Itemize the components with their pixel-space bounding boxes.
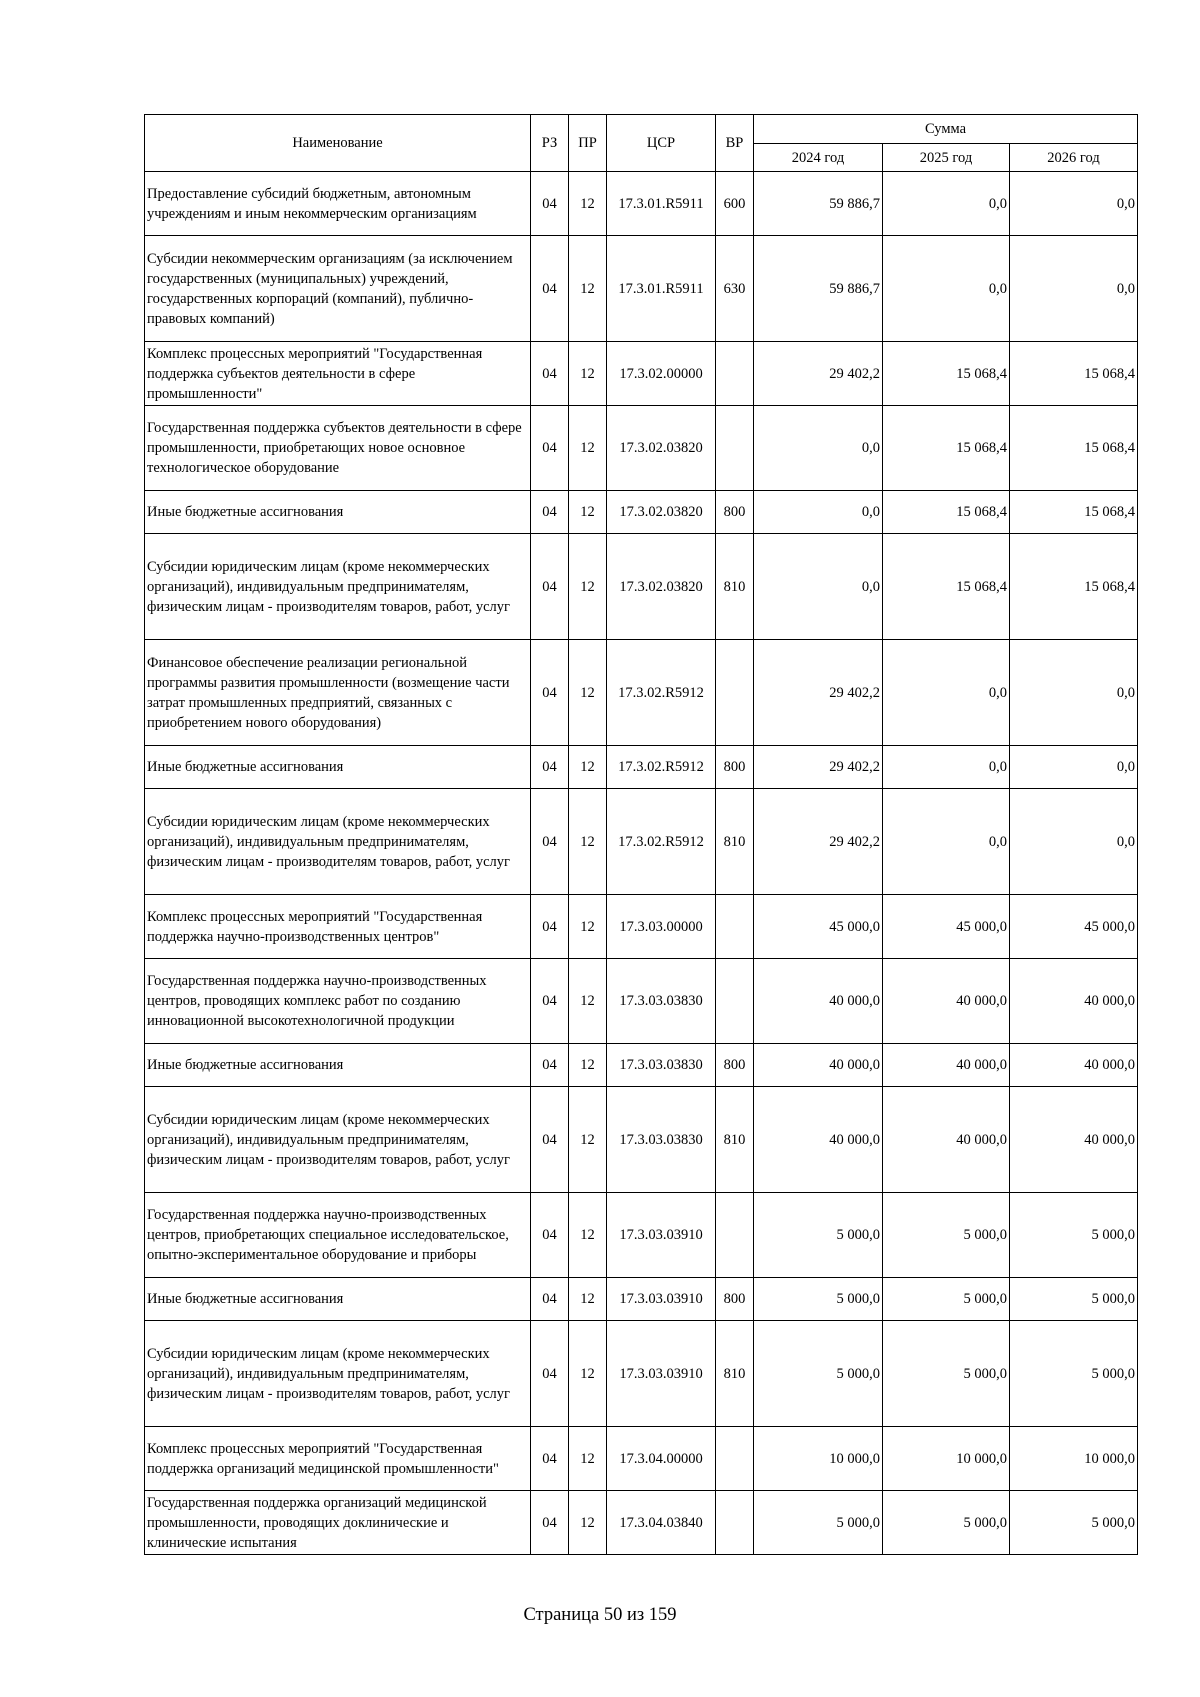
row-vr (716, 1193, 754, 1278)
row-sum-2025: 40 000,0 (883, 959, 1010, 1044)
row-csr: 17.3.03.03830 (607, 1087, 716, 1193)
row-csr: 17.3.03.00000 (607, 895, 716, 959)
row-sum-2024: 59 886,7 (754, 236, 883, 342)
header-pr: ПР (569, 115, 607, 172)
row-vr: 800 (716, 491, 754, 534)
row-sum-2025: 0,0 (883, 640, 1010, 746)
row-csr: 17.3.02.R5912 (607, 640, 716, 746)
row-sum-2024: 40 000,0 (754, 1087, 883, 1193)
row-rz: 04 (531, 491, 569, 534)
row-vr: 630 (716, 236, 754, 342)
row-sum-2024: 29 402,2 (754, 342, 883, 406)
row-vr (716, 1491, 754, 1555)
row-csr: 17.3.01.R5911 (607, 172, 716, 236)
row-sum-2026: 10 000,0 (1010, 1427, 1138, 1491)
table-row (145, 1044, 1138, 1087)
row-sum-2024: 0,0 (754, 534, 883, 640)
row-rz: 04 (531, 1044, 569, 1087)
row-sum-2026: 0,0 (1010, 746, 1138, 789)
row-rz: 04 (531, 534, 569, 640)
row-sum-2025: 5 000,0 (883, 1193, 1010, 1278)
row-csr: 17.3.03.03910 (607, 1193, 716, 1278)
row-pr: 12 (569, 342, 607, 406)
page-number: Страница 50 из 159 (523, 1605, 677, 1625)
row-sum-2026: 15 068,4 (1010, 406, 1138, 491)
row-csr: 17.3.02.R5912 (607, 746, 716, 789)
table-row (145, 1193, 1138, 1278)
row-sum-2025: 5 000,0 (883, 1278, 1010, 1321)
row-name: Субсидии юридическим лицам (кроме некоммерческих организаций), индивидуальным предпринимателям, физическим лицам - производителям товаров, работ, услуг (145, 534, 531, 640)
row-rz: 04 (531, 342, 569, 406)
row-name: Государственная поддержка субъектов деятельности в сфере промышленности, приобретающих новое основное технологическое оборудование (145, 406, 531, 491)
row-csr: 17.3.02.03820 (607, 406, 716, 491)
row-sum-2026: 15 068,4 (1010, 342, 1138, 406)
header-sum: Сумма (754, 115, 1138, 144)
row-sum-2026: 0,0 (1010, 236, 1138, 342)
row-rz: 04 (531, 172, 569, 236)
row-sum-2026: 0,0 (1010, 172, 1138, 236)
row-sum-2024: 29 402,2 (754, 789, 883, 895)
header-rz: РЗ (531, 115, 569, 172)
row-sum-2024: 45 000,0 (754, 895, 883, 959)
table-row (145, 1321, 1138, 1427)
row-name: Комплекс процессных мероприятий "Государственная поддержка научно-производственных центров" (145, 895, 531, 959)
row-vr: 810 (716, 1087, 754, 1193)
row-sum-2025: 15 068,4 (883, 491, 1010, 534)
row-vr: 800 (716, 746, 754, 789)
table-row (145, 789, 1138, 895)
row-name: Иные бюджетные ассигнования (145, 1044, 531, 1087)
row-pr: 12 (569, 406, 607, 491)
row-name: Субсидии юридическим лицам (кроме некоммерческих организаций), индивидуальным предпринимателям, физическим лицам - производителям товаров, работ, услуг (145, 1321, 531, 1427)
row-vr: 600 (716, 172, 754, 236)
table-row (145, 959, 1138, 1044)
row-sum-2024: 5 000,0 (754, 1321, 883, 1427)
table-row (145, 534, 1138, 640)
row-pr: 12 (569, 640, 607, 746)
row-rz: 04 (531, 1491, 569, 1555)
row-sum-2025: 0,0 (883, 172, 1010, 236)
row-csr: 17.3.03.03910 (607, 1278, 716, 1321)
row-sum-2026: 15 068,4 (1010, 534, 1138, 640)
row-sum-2026: 0,0 (1010, 640, 1138, 746)
row-name: Государственная поддержка организаций медицинской промышленности, проводящих доклинические и клинические испытания (145, 1491, 531, 1555)
row-name: Финансовое обеспечение реализации региональной программы развития промышленности (возмещение части затрат промышленных предприятий, связанных с приобретением нового оборудования) (145, 640, 531, 746)
row-name: Государственная поддержка научно-производственных центров, приобретающих специальное исследовательское, опытно-экспериментальное оборудование и приборы (145, 1193, 531, 1278)
row-name: Комплекс процессных мероприятий "Государственная поддержка субъектов деятельности в сфере промышленности" (145, 342, 531, 406)
row-name: Иные бюджетные ассигнования (145, 746, 531, 789)
row-sum-2026: 40 000,0 (1010, 1087, 1138, 1193)
row-csr: 17.3.02.03820 (607, 534, 716, 640)
table-row (145, 1491, 1138, 1555)
row-vr: 810 (716, 789, 754, 895)
row-sum-2025: 45 000,0 (883, 895, 1010, 959)
row-rz: 04 (531, 1087, 569, 1193)
row-sum-2025: 5 000,0 (883, 1321, 1010, 1427)
row-sum-2024: 59 886,7 (754, 172, 883, 236)
row-name: Субсидии некоммерческим организациям (за исключением государственных (муниципальных) учреждений, государственных корпораций (компаний), публично-правовых компаний) (145, 236, 531, 342)
row-sum-2026: 5 000,0 (1010, 1278, 1138, 1321)
table-row (145, 491, 1138, 534)
header-csr: ЦСР (607, 115, 716, 172)
row-name: Иные бюджетные ассигнования (145, 491, 531, 534)
row-sum-2024: 5 000,0 (754, 1193, 883, 1278)
header-year-2024: 2024 год (754, 144, 883, 172)
row-vr: 810 (716, 534, 754, 640)
row-sum-2025: 40 000,0 (883, 1044, 1010, 1087)
row-sum-2026: 40 000,0 (1010, 959, 1138, 1044)
table-row (145, 1087, 1138, 1193)
table-row (145, 342, 1138, 406)
table-row (145, 406, 1138, 491)
row-pr: 12 (569, 1321, 607, 1427)
row-pr: 12 (569, 895, 607, 959)
row-sum-2024: 0,0 (754, 491, 883, 534)
row-sum-2026: 15 068,4 (1010, 491, 1138, 534)
row-pr: 12 (569, 1278, 607, 1321)
row-sum-2025: 0,0 (883, 746, 1010, 789)
row-sum-2025: 40 000,0 (883, 1087, 1010, 1193)
row-csr: 17.3.03.03830 (607, 959, 716, 1044)
header-name: Наименование (145, 115, 531, 172)
row-csr: 17.3.02.03820 (607, 491, 716, 534)
table-row (145, 746, 1138, 789)
row-sum-2024: 5 000,0 (754, 1491, 883, 1555)
row-pr: 12 (569, 1087, 607, 1193)
row-pr: 12 (569, 491, 607, 534)
budget-table (144, 114, 1138, 1555)
row-rz: 04 (531, 959, 569, 1044)
row-sum-2025: 0,0 (883, 236, 1010, 342)
row-sum-2026: 5 000,0 (1010, 1193, 1138, 1278)
row-csr: 17.3.03.03830 (607, 1044, 716, 1087)
table-row (145, 172, 1138, 236)
row-sum-2026: 45 000,0 (1010, 895, 1138, 959)
row-pr: 12 (569, 172, 607, 236)
row-vr (716, 640, 754, 746)
row-sum-2024: 40 000,0 (754, 1044, 883, 1087)
row-name: Комплекс процессных мероприятий "Государственная поддержка организаций медицинской промышленности" (145, 1427, 531, 1491)
row-rz: 04 (531, 640, 569, 746)
row-rz: 04 (531, 1427, 569, 1491)
row-name: Государственная поддержка научно-производственных центров, проводящих комплекс работ по созданию инновационной высокотехнологичной продукции (145, 959, 531, 1044)
row-sum-2024: 5 000,0 (754, 1278, 883, 1321)
row-pr: 12 (569, 959, 607, 1044)
row-sum-2025: 10 000,0 (883, 1427, 1010, 1491)
row-vr: 800 (716, 1044, 754, 1087)
table-row (145, 640, 1138, 746)
row-sum-2025: 0,0 (883, 789, 1010, 895)
row-csr: 17.3.04.00000 (607, 1427, 716, 1491)
row-pr: 12 (569, 1491, 607, 1555)
row-sum-2024: 29 402,2 (754, 746, 883, 789)
row-pr: 12 (569, 746, 607, 789)
row-sum-2026: 5 000,0 (1010, 1321, 1138, 1427)
table-body (145, 172, 1138, 1555)
row-sum-2026: 0,0 (1010, 789, 1138, 895)
row-sum-2025: 15 068,4 (883, 534, 1010, 640)
row-pr: 12 (569, 1193, 607, 1278)
row-rz: 04 (531, 746, 569, 789)
row-rz: 04 (531, 406, 569, 491)
row-csr: 17.3.02.R5912 (607, 789, 716, 895)
header-vr: ВР (716, 115, 754, 172)
row-sum-2025: 5 000,0 (883, 1491, 1010, 1555)
table-row (145, 236, 1138, 342)
header-year-2026: 2026 год (1010, 144, 1138, 172)
row-vr (716, 1427, 754, 1491)
row-sum-2024: 29 402,2 (754, 640, 883, 746)
row-sum-2026: 40 000,0 (1010, 1044, 1138, 1087)
row-name: Субсидии юридическим лицам (кроме некоммерческих организаций), индивидуальным предпринимателям, физическим лицам - производителям товаров, работ, услуг (145, 789, 531, 895)
row-sum-2024: 10 000,0 (754, 1427, 883, 1491)
table-row (145, 1278, 1138, 1321)
row-pr: 12 (569, 1044, 607, 1087)
row-rz: 04 (531, 1321, 569, 1427)
row-csr: 17.3.02.00000 (607, 342, 716, 406)
row-name: Иные бюджетные ассигнования (145, 1278, 531, 1321)
row-csr: 17.3.03.03910 (607, 1321, 716, 1427)
row-sum-2025: 15 068,4 (883, 406, 1010, 491)
row-pr: 12 (569, 534, 607, 640)
row-sum-2025: 15 068,4 (883, 342, 1010, 406)
row-vr: 800 (716, 1278, 754, 1321)
row-vr (716, 342, 754, 406)
row-rz: 04 (531, 1193, 569, 1278)
row-rz: 04 (531, 1278, 569, 1321)
row-vr: 810 (716, 1321, 754, 1427)
header-year-2025: 2025 год (883, 144, 1010, 172)
row-vr (716, 895, 754, 959)
row-csr: 17.3.01.R5911 (607, 236, 716, 342)
row-sum-2024: 0,0 (754, 406, 883, 491)
row-pr: 12 (569, 1427, 607, 1491)
table-row (145, 1427, 1138, 1491)
row-rz: 04 (531, 236, 569, 342)
row-vr (716, 406, 754, 491)
row-name: Предоставление субсидий бюджетным, автономным учреждениям и иным некоммерческим организациям (145, 172, 531, 236)
row-rz: 04 (531, 895, 569, 959)
row-sum-2026: 5 000,0 (1010, 1491, 1138, 1555)
row-name: Субсидии юридическим лицам (кроме некоммерческих организаций), индивидуальным предпринимателям, физическим лицам - производителям товаров, работ, услуг (145, 1087, 531, 1193)
row-pr: 12 (569, 236, 607, 342)
row-vr (716, 959, 754, 1044)
row-rz: 04 (531, 789, 569, 895)
row-pr: 12 (569, 789, 607, 895)
row-sum-2024: 40 000,0 (754, 959, 883, 1044)
row-csr: 17.3.04.03840 (607, 1491, 716, 1555)
table-row (145, 895, 1138, 959)
